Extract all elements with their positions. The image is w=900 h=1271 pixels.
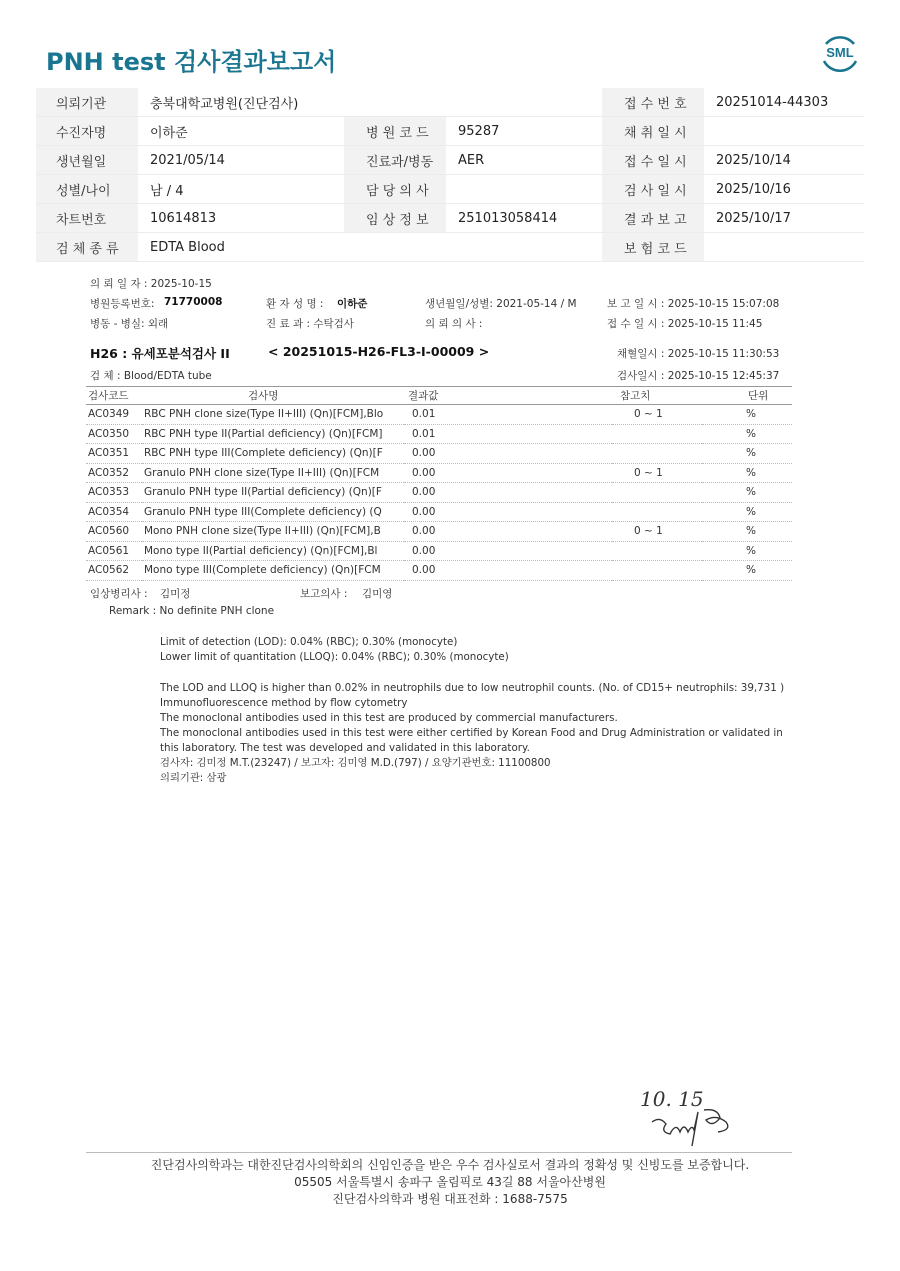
request-date: 의 뢰 일 자 : 2025-10-15 [90,278,212,290]
test-code: AC0562 [86,561,142,581]
info-value [704,117,864,146]
test-id: < 20251015-H26-FL3-I-00009 > [268,344,490,359]
info-value: EDTA Blood [138,233,344,262]
specimen: 검 체 : Blood/EDTA tube [90,370,212,382]
info-label: 차트번호 [36,204,138,233]
table-row [86,522,792,542]
note-line: Limit of detection (LOD): 0.04% (RBC); 0.30% (monocyte) [160,636,458,648]
results-header-row [86,387,792,405]
info-value: 이하준 [138,117,344,146]
table-row [86,502,792,522]
note-line: this laboratory. The test was developed and validated in this laboratory. [160,742,530,754]
note-line: The LOD and LLOQ is higher than 0.02% in neutrophils due to low neutrophil counts. (No. of CD15+ neutrophils: 39,731 ) [160,682,785,694]
info-label: 성별/나이 [36,175,138,204]
column-header: 참고치 [612,387,702,405]
test-code: AC0349 [86,405,142,425]
test-code: AC0560 [86,522,142,542]
unit: % [702,483,792,503]
requesting-doctor: 의 뢰 의 사 : [425,318,483,330]
info-value: 95287 [446,117,602,146]
registration-label: 병원등록번호: [90,298,155,310]
info-empty-cell [446,233,602,262]
unit: % [702,522,792,542]
reporter-name: 김미영 [362,588,393,600]
column-header: 검사명 [142,387,404,405]
logo-text: SML [826,45,854,60]
table-row [86,405,792,425]
sml-logo [818,30,862,74]
registration-number: 71770008 [164,296,223,308]
result-value: 0.00 [404,444,612,464]
info-value: 20251014-44303 [704,88,864,117]
result-value: 0.01 [404,405,612,425]
info-row [36,175,864,204]
info-value: 충북대학교병원(진단검사) [138,88,344,117]
info-label: 채 취 일 시 [602,117,704,146]
reference-range [612,502,702,522]
test-code: AC0354 [86,502,142,522]
ward: 병동 - 병실: 외래 [90,318,169,330]
info-label: 생년월일 [36,146,138,175]
patient-name-label: 환 자 성 명 : [266,298,324,310]
info-value: 남 / 4 [138,175,344,204]
reference-range [612,561,702,581]
column-header: 단위 [702,387,792,405]
reference-range: 0 ~ 1 [612,405,702,425]
test-name-cell: RBC PNH type III(Complete deficiency) (Qn)[F [142,444,404,464]
info-label: 검 체 종 류 [36,233,138,262]
table-row [86,444,792,464]
column-header: 검사코드 [86,387,142,405]
patient-info-table [36,88,864,262]
note-line: 의뢰기관: 삼광 [160,772,227,784]
info-row [36,117,864,146]
test-name-cell: RBC PNH clone size(Type II+III) (Qn)[FCM],Blo [142,405,404,425]
info-value: 10614813 [138,204,344,233]
test-name: H26 : 유세포분석검사 II [90,346,230,361]
table-row [86,424,792,444]
info-empty-cell [344,233,446,262]
signature-date: 10. 15 [640,1087,704,1111]
table-row [86,561,792,581]
info-label: 수진자명 [36,117,138,146]
unit: % [702,444,792,464]
info-empty-cell [446,88,602,117]
note-line: The monoclonal antibodies used in this test were either certified by Korean Food and Drug Administration or validated in [160,727,783,739]
note-line: 검사자: 김미정 M.T.(23247) / 보고자: 김미영 M.D.(797) / 요양기관번호: 11100800 [160,757,551,769]
test-code: AC0351 [86,444,142,464]
table-row [86,483,792,503]
note-line: Immunofluorescence method by flow cytometry [160,697,408,709]
info-value [704,233,864,262]
info-value: 2021/05/14 [138,146,344,175]
note-line: Lower limit of quantitation (LLOQ): 0.04% (RBC); 0.30% (monocyte) [160,651,509,663]
test-code: AC0352 [86,463,142,483]
exam-time: 검사일시 : 2025-10-15 12:45:37 [617,370,780,382]
test-name-cell: Mono type II(Partial deficiency) (Qn)[FCM],Bl [142,541,404,561]
column-header: 결과값 [404,387,612,405]
test-name-cell: Granulo PNH type III(Complete deficiency) (Q [142,502,404,522]
result-value: 0.00 [404,561,612,581]
result-value: 0.00 [404,541,612,561]
test-name-cell: Granulo PNH clone size(Type II+III) (Qn)[FCM [142,463,404,483]
info-row [36,204,864,233]
info-value: 2025/10/16 [704,175,864,204]
clinician-name: 김미정 [160,588,191,600]
test-name-cell: Granulo PNH type II(Partial deficiency) (Qn)[F [142,483,404,503]
info-label: 담 당 의 사 [344,175,446,204]
footer-divider [86,1152,792,1153]
unit: % [702,424,792,444]
result-value: 0.00 [404,522,612,542]
info-label: 접 수 일 시 [602,146,704,175]
unit: % [702,405,792,425]
handwritten-signature [636,1082,776,1152]
birth-sex: 생년월일/성별: 2021-05-14 / M [425,298,577,310]
unit: % [702,561,792,581]
page-title: PNH test 검사결과보고서 [46,48,337,76]
info-value: 251013058414 [446,204,602,233]
info-value: 2025/10/17 [704,204,864,233]
footer-certification: 진단검사의학과는 대한진단검사의학회의 신임인증을 받은 우수 검사실로서 결과의 정확성 및 신빙도를 보증합니다. [150,1158,750,1172]
info-label: 접 수 번 호 [602,88,704,117]
footer-contact: 진단검사의학과 병원 대표전화 : 1688-7575 [332,1192,568,1206]
note-line: The monoclonal antibodies used in this test are produced by commercial manufacturers. [160,712,618,724]
info-label: 진료과/병동 [344,146,446,175]
result-value: 0.00 [404,502,612,522]
results-table [86,386,792,581]
method-notes [160,681,784,786]
reference-range [612,444,702,464]
info-label: 결 과 보 고 [602,204,704,233]
info-label: 병 원 코 드 [344,117,446,146]
reporter-label: 보고의사 : [300,588,348,600]
unit: % [702,463,792,483]
info-value: AER [446,146,602,175]
patient-name: 이하준 [337,298,368,310]
test-code: AC0561 [86,541,142,561]
reference-range [612,541,702,561]
receipt-time: 접 수 일 시 : 2025-10-15 11:45 [607,318,763,330]
report-time: 보 고 일 시 : 2025-10-15 15:07:08 [607,298,780,310]
test-code: AC0353 [86,483,142,503]
result-value: 0.01 [404,424,612,444]
table-row [86,463,792,483]
footer-address: 05505 서울특별시 송파구 올림픽로 43길 88 서울아산병원 [294,1175,606,1189]
unit: % [702,502,792,522]
result-value: 0.00 [404,463,612,483]
clinician-label: 임상병리사 : [90,588,148,600]
test-name-cell: Mono PNH clone size(Type II+III) (Qn)[FCM],B [142,522,404,542]
unit: % [702,541,792,561]
test-name-cell: RBC PNH type II(Partial deficiency) (Qn)[FCM] [142,424,404,444]
info-value: 2025/10/14 [704,146,864,175]
info-label: 임 상 정 보 [344,204,446,233]
info-value [446,175,602,204]
info-label: 보 험 코 드 [602,233,704,262]
result-value: 0.00 [404,483,612,503]
test-name-cell: Mono type III(Complete deficiency) (Qn)[FCM [142,561,404,581]
info-empty-cell [344,88,446,117]
info-row [36,88,864,117]
table-row [86,541,792,561]
collection-time: 채혈일시 : 2025-10-15 11:30:53 [617,348,780,360]
reference-range: 0 ~ 1 [612,463,702,483]
info-label: 의뢰기관 [36,88,138,117]
test-code: AC0350 [86,424,142,444]
department: 진 료 과 : 수탁검사 [266,318,354,330]
reference-range [612,424,702,444]
info-label: 검 사 일 시 [602,175,704,204]
remark: Remark : No definite PNH clone [109,605,275,617]
info-row [36,146,864,175]
reference-range: 0 ~ 1 [612,522,702,542]
reference-range [612,483,702,503]
info-row [36,233,864,262]
detection-limits [160,635,509,665]
